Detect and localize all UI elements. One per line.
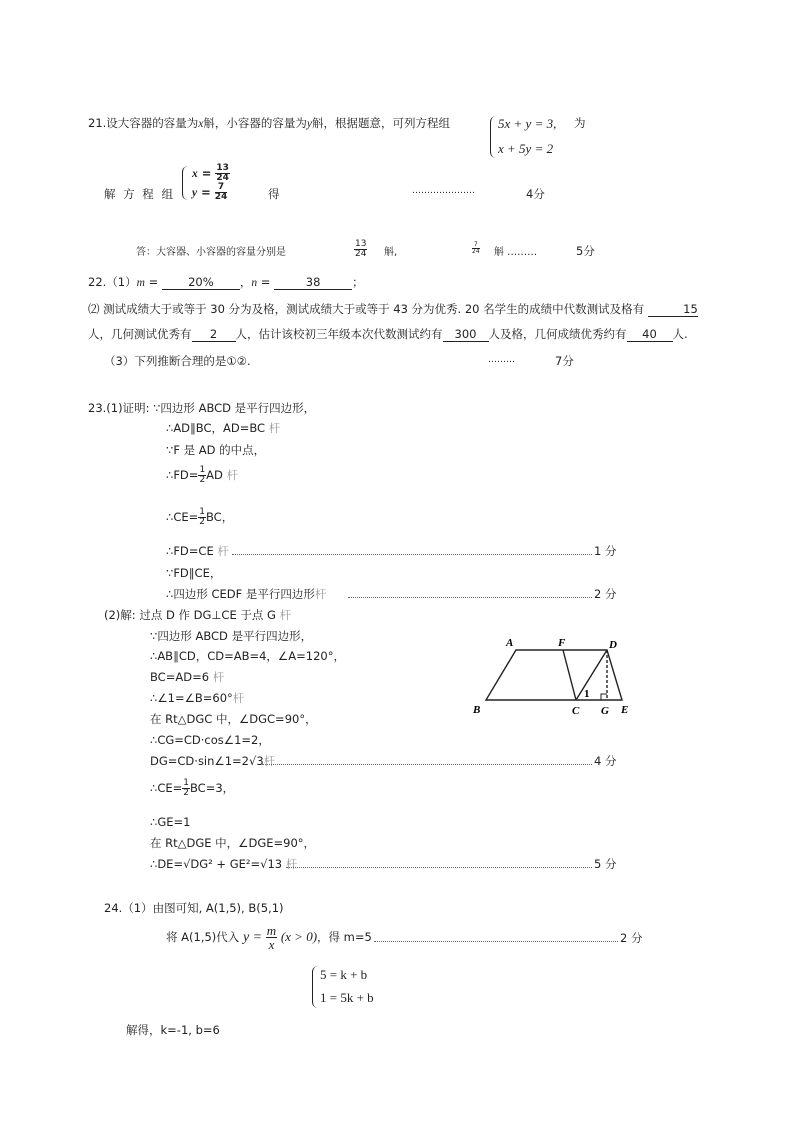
- q21-sol-x-eq: =: [201, 166, 212, 180]
- q21-solve-label: 解 方 程 组: [104, 187, 175, 201]
- q21-sol-x: [192, 164, 230, 183]
- q24-dots-1: [374, 941, 618, 942]
- q21-sol-y-frac: [215, 183, 228, 202]
- q23-half-n: 1: [199, 465, 206, 475]
- q21-solution-brace: [182, 166, 189, 200]
- q21-text-b: 斛，小容器的容量为: [203, 116, 307, 130]
- q22-val-300: 300: [443, 327, 489, 342]
- q24-eq1: 5 = k + b: [320, 967, 368, 982]
- segment-FC: [563, 650, 576, 700]
- q22-dots: ………: [488, 355, 515, 365]
- q22-n-eq: =: [257, 275, 275, 289]
- q21-dots1: …………………: [412, 186, 475, 196]
- q23-l6-text: ∴FD=CE: [166, 544, 214, 558]
- label-D: D: [609, 639, 617, 651]
- q23-half-3: [182, 779, 190, 798]
- q23-l2: [166, 420, 280, 436]
- label-A: A: [506, 637, 514, 649]
- q24-system-brace: [312, 966, 319, 1008]
- label-G: G: [601, 705, 609, 717]
- q21-wei: 为: [574, 116, 586, 130]
- q21-eq1: 5x + y = 3,: [498, 116, 557, 131]
- q23-dots-1: [232, 554, 592, 555]
- q22-p3-end: 人.: [672, 327, 688, 341]
- q23-dots-2: [348, 597, 592, 598]
- q21-text-c: 斛，根据题意，可列方程组: [312, 116, 451, 130]
- q23-mark: 杆: [279, 608, 292, 622]
- q23-dots-4: [286, 867, 592, 868]
- q22-sep: ，: [239, 275, 252, 289]
- q21-score2: 5分: [576, 244, 595, 258]
- q22-part2: [88, 301, 698, 317]
- q22-p2-text: ⑵ 测试成绩大于或等于 30 分为及格，测试成绩大于或等于 43 分为优秀. 20 名学生的成绩中代数测试及格有: [88, 302, 645, 316]
- right-angle-mark: [601, 694, 607, 700]
- label-C: C: [572, 705, 580, 717]
- q24-eq2: 1 = 5k + b: [320, 990, 374, 1005]
- q23-l1: 23.(1)证明: ∵四边形 ABCD 是平行四边形，: [88, 401, 316, 415]
- q21-var-x: x: [198, 118, 204, 130]
- q23-mark: 杆: [217, 544, 229, 558]
- q24-formula-cond: (x > 0): [280, 929, 318, 944]
- q23-l14: 在 Rt△DGC 中，∠DGC=90°，: [150, 712, 317, 726]
- q21-small-frac-wrap: [472, 242, 480, 255]
- q22-p3-prefix: 人，几何测试优秀有: [88, 327, 192, 341]
- q23-l7: ∵FD∥CE，: [166, 566, 222, 580]
- q22-val-40: 40: [627, 327, 673, 342]
- q22-val-15: 15: [648, 302, 698, 317]
- q21-text-a: 21.设大容器的容量为: [88, 116, 199, 130]
- q21-sol-x-num: 13: [216, 163, 229, 173]
- q22-p4-end: .: [246, 354, 251, 368]
- q23-l9: [104, 607, 291, 623]
- q22-m-eq: =: [144, 275, 162, 289]
- q22-semi: ；: [352, 275, 364, 289]
- q23-half-d: 2: [199, 475, 206, 485]
- q24-l1: 24.（1）由图可知, A(1,5), B(5,1): [104, 901, 284, 915]
- q23-mark: 杆: [212, 670, 225, 684]
- q23-l8-text: ∴四边形 CEDF 是平行四边形: [166, 587, 315, 601]
- q23-score-3: 4 分: [594, 754, 617, 768]
- q22-part3: [104, 353, 251, 369]
- q23-mark: 杆: [314, 587, 327, 601]
- q24-score-1: 2 分: [620, 931, 643, 945]
- q23-l5: [166, 508, 233, 527]
- q23-mark: 杆: [226, 468, 239, 482]
- q21-line1: [88, 115, 450, 131]
- q21-sol-x-den: 24: [216, 173, 229, 183]
- q21-answer: 答：大容器、小容器的容量分别是: [136, 247, 286, 258]
- q23-score-4: 5 分: [594, 857, 617, 871]
- q21-system-brace: [490, 116, 497, 158]
- q21-eq2: x + 5y = 2: [498, 141, 554, 156]
- q21-var-y: y: [306, 118, 313, 130]
- q23-l5-pre: ∴CE=: [166, 510, 199, 524]
- q23-l4-post: AD: [206, 468, 223, 482]
- q22-part1: [88, 274, 364, 290]
- q21-sol-x-var: x: [192, 168, 198, 180]
- q24-formula-y: y =: [242, 930, 263, 945]
- label-F: F: [558, 637, 566, 649]
- q21-small-num: 7: [473, 241, 478, 248]
- q22-m-label: m: [136, 277, 145, 289]
- q24-l2-pre: 将 A(1,5)代入: [166, 930, 240, 944]
- label-E: E: [621, 704, 629, 716]
- q23-mark: 杆: [232, 691, 245, 705]
- q21-ans-num: 13: [355, 239, 367, 249]
- q22-p4-answer: ①②: [226, 354, 247, 368]
- q23-geometry-diagram: [468, 628, 648, 722]
- q23-l20: [150, 856, 297, 872]
- q21-sol-y-var: y: [192, 187, 198, 199]
- q21-sol-y-eq: =: [201, 185, 211, 199]
- q23-half-n: 1: [199, 507, 205, 517]
- q23-l2-text: ∴AD∥BC，AD=BC: [166, 421, 266, 435]
- q21-sol-x-frac: [215, 164, 230, 183]
- q24-formula-frac: [266, 924, 277, 951]
- q23-l6: [166, 543, 229, 559]
- q23-l8: [166, 586, 326, 602]
- q23-l9-text: (2)解: 过点 D 作 DG⊥CE 于点 G: [104, 608, 276, 622]
- q23-l17-post: BC=3，: [189, 781, 235, 795]
- q22-p4-text: （3）下列推断合理的是: [104, 354, 227, 368]
- q23-half-n: 1: [183, 778, 189, 788]
- q23-half-2: [198, 508, 206, 527]
- q21-hu1: 斛,: [384, 247, 398, 258]
- q23-l5-post: BC，: [205, 510, 234, 524]
- q23-mark: 杆: [285, 857, 298, 871]
- q21-score1: 4分: [526, 187, 545, 201]
- q22-n-label: n: [251, 277, 258, 289]
- q23-l3: ∵F 是 AD 的中点，: [166, 443, 266, 457]
- q22-m-value: 20%: [162, 275, 240, 290]
- q22-p3-mid: 人，估计该校初三年级本次代数测试约有: [235, 327, 443, 341]
- q23-half-d: 2: [199, 517, 205, 527]
- q23-l11: ∴AB∥CD，CD=AB=4，∠A=120°，: [150, 649, 345, 663]
- q21-ans-frac: [354, 240, 367, 259]
- q23-mark: 杆: [263, 754, 276, 768]
- q21-de: 得: [268, 187, 280, 201]
- q23-l12: [150, 669, 224, 685]
- q24-l2-post: ，得 m=5: [317, 930, 372, 944]
- q23-l10: ∵四边形 ABCD 是平行四边形，: [150, 629, 313, 643]
- q22-part2b: [88, 326, 688, 342]
- q21-small-den: 24: [472, 248, 480, 255]
- q23-l17: [150, 779, 234, 798]
- q21-small-frac: [472, 242, 480, 255]
- segment-CD: [576, 650, 607, 700]
- q23-l20-text: ∴DE=√DG² + GE²=√13: [150, 857, 283, 871]
- q23-l13-text: ∴∠1=∠B=60°: [150, 691, 233, 705]
- q23-l19: 在 Rt△DGE 中，∠DGE=90°，: [150, 836, 316, 850]
- q21-answer-frac: [354, 240, 367, 259]
- label-angle-1: 1: [584, 688, 590, 700]
- q23-dots-3: [262, 764, 592, 765]
- q23-l16-text: DG=CD·sin∠1=2√3: [150, 754, 264, 768]
- q21-ans-den: 24: [355, 249, 367, 259]
- label-B: B: [473, 704, 481, 716]
- q24-l2: [166, 924, 372, 951]
- q23-score-1: 1 分: [594, 544, 617, 558]
- q21-sol-y-num: 7: [215, 183, 228, 193]
- q23-half-1: [198, 466, 206, 485]
- q23-l18: ∴GE=1: [150, 815, 191, 829]
- q24-formula-den: x: [268, 937, 275, 952]
- q24-l4: 解得，k=-1, b=6: [126, 1023, 220, 1037]
- q23-l4: [166, 466, 238, 485]
- q23-mark: 杆: [268, 421, 281, 435]
- q23-half-d: 2: [183, 788, 189, 798]
- q21-sol-y: [192, 183, 227, 202]
- q23-l13: [150, 690, 244, 706]
- q22-p3-mid2: 人及格，几何成绩优秀约有: [488, 327, 627, 341]
- q23-l4-pre: ∴FD=: [166, 468, 199, 482]
- q23-l17-pre: ∴CE=: [150, 781, 183, 795]
- q21-hu2: 斛 ………: [494, 247, 538, 258]
- q22-n-value: 38: [274, 275, 352, 290]
- q22-p1-prefix: 22.（1）: [88, 275, 137, 289]
- q22-val-2: 2: [192, 327, 236, 342]
- q21-sol-y-den: 24: [214, 192, 228, 202]
- q24-formula-num: m: [266, 923, 277, 938]
- q23-score-2: 2 分: [594, 587, 617, 601]
- q23-l15: ∴CG=CD·cos∠1=2，: [150, 733, 270, 747]
- q22-score: 7分: [555, 354, 574, 368]
- q23-l16: [150, 753, 275, 769]
- q23-l12-text: BC=AD=6: [150, 670, 210, 684]
